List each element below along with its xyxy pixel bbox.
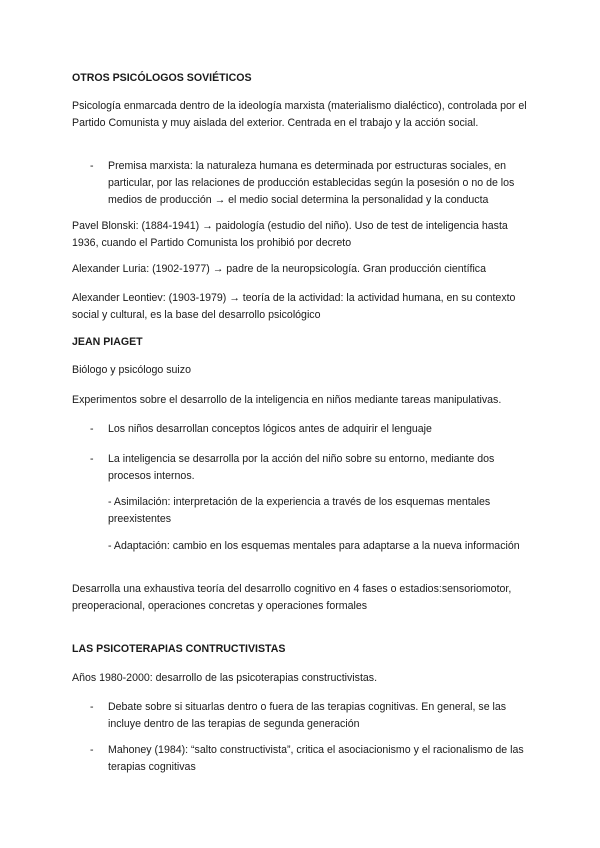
heading-piaget: JEAN PIAGET — [72, 336, 143, 348]
heading-soviet: OTROS PSICÓLOGOS SOVIÉTICOS — [72, 72, 252, 84]
list-item-logical-concepts — [90, 421, 530, 438]
list-item-text: La inteligencia se desarrolla por la acción del niño sobre su entorno, mediante dos procesos internos. — [108, 453, 495, 482]
bullet-dash: - — [90, 701, 94, 713]
paragraph-piaget-stages: Desarrolla una exhaustiva teoría del desarrollo cognitivo en 4 fases o estadios:sensoriomotor, preoperacional, operaciones concretas y operaciones formales — [72, 583, 512, 612]
list-item-marxist-premise — [90, 158, 530, 209]
list-item-text: Debate sobre si situarlas dentro o fuera de las terapias cognitivas. En general, se las incluye dentro de las terapias de segunda generación — [108, 701, 507, 730]
paragraph-piaget-bio: Biólogo y psicólogo suizo — [72, 364, 191, 376]
paragraph-leontiev: Alexander Leontiev: (1903-1979) → teoría de la actividad: la actividad humana, en su contexto social y cultural, es la base del desarrollo psicológico — [72, 292, 516, 321]
paragraph-blonski: Pavel Blonski: (1884-1941) → paidología (estudio del niño). Uso de test de inteligencia hasta 1936, cuando el Partido Comunista los prohibió por decreto — [72, 220, 508, 249]
paragraph-soviet-intro: Psicología enmarcada dentro de la ideología marxista (materialismo dialéctico), controlada por el Partido Comunista y muy aislada del exterior. Centrada en el trabajo y la acción social. — [72, 100, 527, 129]
bullet-dash: - — [90, 744, 94, 756]
paragraph-luria: Alexander Luria: (1902-1977) → padre de la neuropsicología. Gran producción científica — [72, 263, 486, 275]
paragraph-piaget-experiments: Experimentos sobre el desarrollo de la inteligencia en niños mediante tareas manipulativas. — [72, 394, 502, 406]
list-item-debate — [90, 699, 530, 733]
list-item-text: Mahoney (1984): “salto constructivista”, critica el asociacionismo y el racionalismo de las terapias cognitivas — [108, 744, 524, 773]
sub-item-adaptation: - Adaptación: cambio en los esquemas mentales para adaptarse a la nueva información — [108, 540, 520, 552]
bullet-dash: - — [90, 423, 94, 435]
list-item-text: Los niños desarrollan conceptos lógicos antes de adquirir el lenguaje — [108, 423, 432, 435]
paragraph-constructivist-years: Años 1980-2000: desarrollo de las psicoterapias constructivistas. — [72, 672, 378, 684]
heading-constructivist: LAS PSICOTERAPIAS CONTRUCTIVISTAS — [72, 643, 286, 655]
list-item-mahoney — [90, 742, 530, 776]
list-item-intelligence-action — [90, 451, 530, 485]
bullet-dash: - — [90, 453, 94, 465]
sub-item-assimilation: - Asimilación: interpretación de la experiencia a través de los esquemas mentales preexistentes — [108, 496, 491, 525]
list-item-text: Premisa marxista: la naturaleza humana es determinada por estructuras sociales, en particular, por las relaciones de producción establecidas según la posesión o no de los medios de producción → el medio social determina la personalidad y la conducta — [108, 160, 515, 206]
bullet-dash: - — [90, 160, 94, 172]
